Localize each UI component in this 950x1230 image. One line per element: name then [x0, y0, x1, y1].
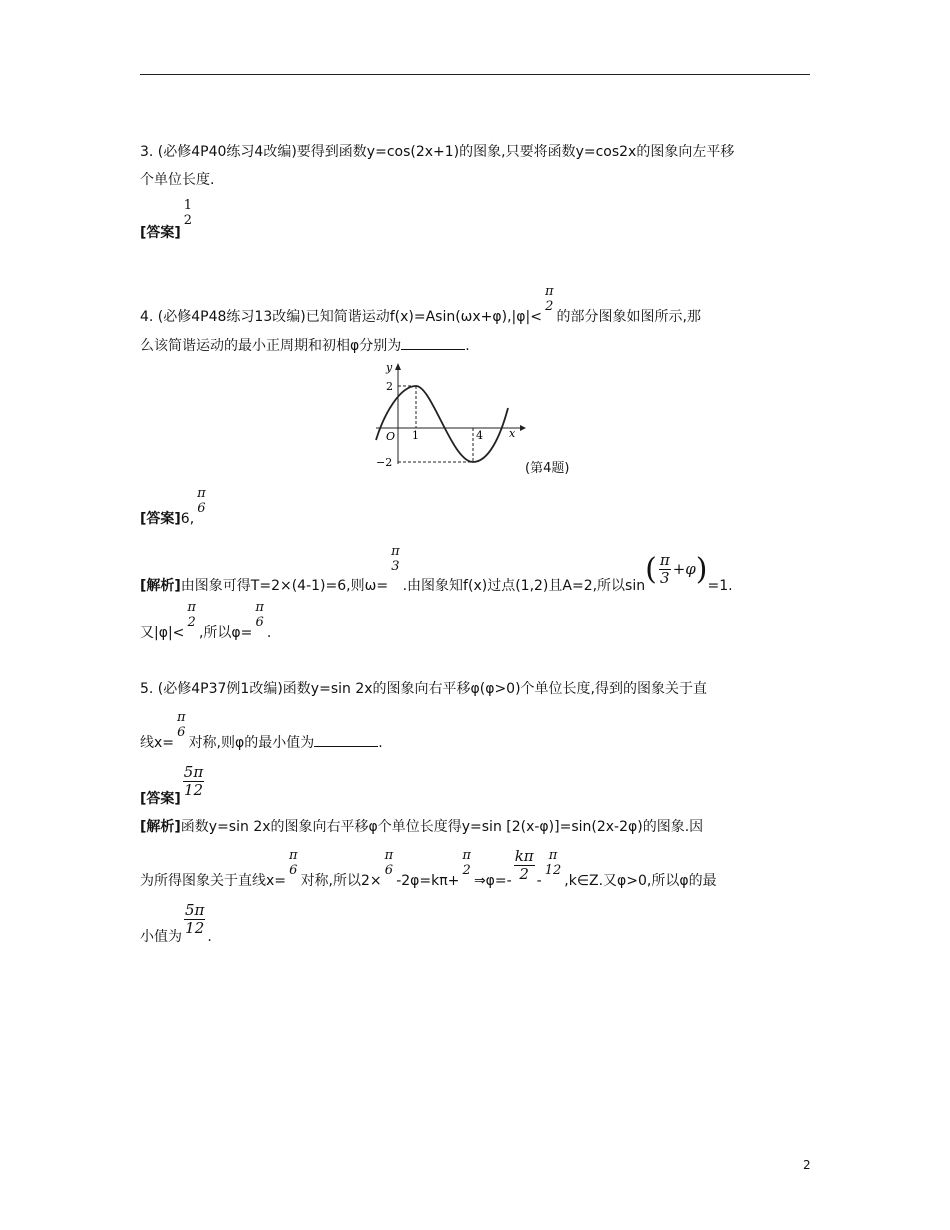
q4-line1-fraction	[544, 284, 555, 314]
frac-den: 2	[545, 299, 554, 314]
frac-den: 2	[462, 863, 471, 878]
frac-num: π	[548, 848, 558, 863]
q4-line2-text: 么该简谐运动的最小正周期和初相φ分别为	[140, 338, 402, 354]
frac-num: π	[197, 486, 206, 501]
period: .	[465, 338, 470, 354]
x-axis-label: x	[509, 427, 516, 440]
frac-num: π	[659, 551, 670, 569]
x-axis-arrow	[520, 425, 526, 431]
fraction	[176, 710, 187, 740]
y-tick-bottom: −2	[376, 456, 393, 469]
q4-line1	[140, 284, 701, 325]
left-paren: (	[645, 551, 657, 587]
figure-caption: (第4题)	[525, 461, 570, 476]
minus: -	[536, 873, 542, 889]
frac-num: π	[289, 848, 298, 863]
frac-num: 1	[183, 198, 193, 213]
frac-num: π	[177, 710, 186, 725]
analysis-label: [解析]	[140, 819, 181, 835]
frac-num: kπ	[514, 847, 534, 865]
q5-answer-fraction	[183, 764, 204, 799]
frac-num: π	[187, 600, 196, 615]
q3-answer-fraction	[183, 198, 193, 228]
frac-num: 5π	[185, 901, 205, 919]
q5-analysis-line3	[140, 901, 212, 945]
fraction	[184, 902, 205, 937]
frac-den: 2	[519, 865, 529, 883]
answer-blank[interactable]	[401, 337, 465, 350]
x-tick-1: 1	[412, 429, 419, 442]
frac-num: π	[544, 284, 554, 299]
frac-den: 2	[187, 615, 196, 630]
frac-num: π	[384, 848, 394, 863]
frac-den: 6	[289, 863, 298, 878]
analysis-text: 为所得图象关于直线x=	[140, 873, 287, 889]
analysis-text-c: =1.	[707, 577, 733, 594]
q5-analysis-line2	[140, 847, 717, 889]
q3-answer	[140, 198, 195, 241]
analysis-text: 函数y=sin 2x的图象向右平移φ个单位长度得y=sin [2(x-φ)]=sin(2x-2φ)的图象.因	[180, 819, 704, 835]
fraction	[461, 848, 472, 878]
q5-line1: 5. (必修4P37例1改编)函数y=sin 2x的图象向右平移φ(φ>0)个单位长度,得到的图象关于直	[140, 681, 707, 697]
q4-line1-text: 4. (必修4P48练习13改编)已知简谐运动f(x)=Asin(ωx+φ),|φ|<	[140, 309, 542, 325]
frac-den: 6	[177, 725, 186, 740]
right-paren: )	[695, 551, 708, 587]
q4-analysis-line2	[140, 600, 272, 641]
frac-num: π	[255, 600, 264, 615]
frac-den: 6	[255, 615, 264, 630]
analysis-text-b: 对称,所以2×	[300, 873, 382, 889]
paren-fraction	[659, 552, 671, 587]
analysis-text: 小值为	[140, 929, 182, 945]
frac-num: π	[462, 848, 471, 863]
frac-den: 12	[185, 919, 205, 937]
frac-den: 12	[544, 863, 562, 878]
period: .	[207, 929, 212, 945]
page-number: 2	[803, 1158, 811, 1172]
q4-answer-fraction	[196, 486, 207, 516]
q4-line2	[140, 337, 470, 355]
fraction	[514, 848, 535, 883]
fraction	[390, 544, 401, 574]
answer-blank[interactable]	[314, 734, 378, 747]
sine-curve	[376, 386, 508, 462]
analysis-label: [解析]	[140, 577, 181, 594]
fraction	[254, 600, 265, 630]
header-rule	[140, 74, 810, 75]
fraction	[186, 600, 197, 630]
frac-den: 6	[197, 501, 206, 516]
q3-line2: 个单位长度.	[140, 172, 215, 188]
fraction	[544, 848, 563, 878]
frac-den: 3	[659, 569, 670, 587]
analysis-text-f: ,k∈Z.又φ>0,所以φ的最	[564, 873, 717, 889]
analysis-text-c: -2φ=kπ+	[396, 873, 460, 889]
frac-den: 6	[384, 863, 394, 878]
q3-line1: 3. (必修4P40练习4改编)要得到函数y=cos(2x+1)的图象,只要将函数y=cos2x的图象向左平移	[140, 144, 735, 160]
y-axis-label: y	[386, 361, 393, 374]
q4-line1-text-b: 的部分图象如图所示,那	[556, 309, 701, 325]
fraction	[384, 848, 395, 878]
q4-answer	[140, 486, 209, 527]
q5-analysis-line1	[140, 818, 703, 836]
frac-num: π	[391, 544, 400, 559]
answer-label: [答案]	[140, 225, 181, 241]
answer-label: [答案]	[140, 511, 181, 527]
q4-analysis-line1	[140, 544, 733, 594]
y-axis-arrow	[395, 363, 401, 370]
q5-text-b: 对称,则φ的最小值为	[188, 735, 315, 751]
frac-den: 3	[391, 559, 400, 574]
answer-text: 6,	[180, 511, 195, 527]
period: .	[378, 735, 383, 751]
q5-text: 线x=	[140, 735, 175, 751]
frac-den: 2	[183, 213, 193, 228]
analysis-text: 又|φ|<	[140, 625, 185, 641]
x-tick-4: 4	[476, 429, 483, 442]
q5-line2	[140, 710, 383, 751]
analysis-text-b: .由图象知f(x)过点(1,2)且A=2,所以sin	[402, 577, 646, 594]
period: .	[266, 625, 272, 641]
analysis-text: 由图象可得T=2×(4-1)=6,则ω=	[180, 577, 389, 594]
answer-label: [答案]	[140, 791, 181, 807]
q5-answer	[140, 763, 206, 807]
y-tick-top: 2	[386, 380, 393, 393]
plus-phi: +φ	[672, 559, 696, 578]
frac-den: 12	[183, 781, 204, 799]
analysis-text-d: ⇒φ=-	[473, 873, 512, 889]
fraction	[288, 848, 299, 878]
origin-label: O	[386, 430, 396, 443]
frac-num: 5π	[183, 763, 204, 781]
analysis-text-b: ,所以φ=	[198, 625, 253, 641]
